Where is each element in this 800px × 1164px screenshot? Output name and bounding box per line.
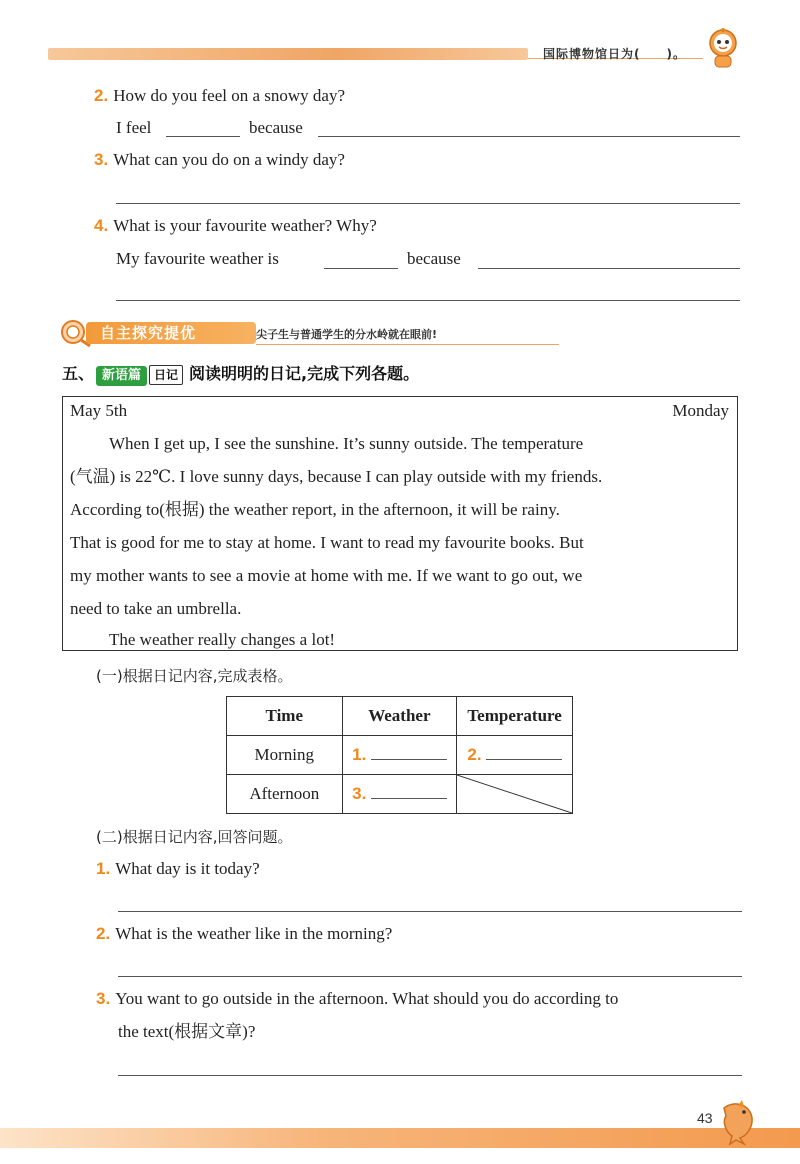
table-row: [227, 736, 573, 775]
diary-line: (气温) is 22℃. I love sunny days, because I can play outside with my friends.: [70, 467, 603, 486]
weather-table: [226, 696, 573, 814]
q4-blank-reason[interactable]: [478, 268, 740, 269]
tag-diary: 日记: [149, 365, 183, 385]
table-row: [227, 775, 573, 814]
diary-line: That is good for me to stay at home. I want to read my favourite books. But: [70, 533, 584, 552]
q2-blank-feel[interactable]: [166, 136, 240, 137]
table-header-row: [227, 697, 573, 736]
q4-answer-line-2[interactable]: [116, 300, 740, 301]
banner-underline: [256, 344, 559, 345]
diary-date: May 5th: [70, 401, 128, 420]
part2-q3-answer-line[interactable]: [118, 1075, 742, 1076]
part2-question-3: 3. You want to go outside in the afternoon. What should you do according to: [96, 989, 619, 1008]
diary-line: According to(根据) the weather report, in the afternoon, it will be rainy.: [70, 500, 560, 519]
part2-question-2: 2. What is the weather like in the morning?: [96, 924, 393, 943]
diary-line: my mother wants to see a movie at home with me. If we want to go out, we: [70, 566, 583, 585]
q2-blank-reason[interactable]: [318, 136, 740, 137]
section-5-heading: 五、 新语篇 日记 阅读明明的日记,完成下列各题。: [62, 363, 419, 385]
footer-band: [0, 1128, 800, 1148]
question-2-because: because: [249, 118, 303, 137]
robot-mascot-icon: [703, 27, 743, 71]
diary-line: need to take an umbrella.: [70, 599, 242, 618]
q4-blank-weather[interactable]: [324, 268, 398, 269]
part2-question-1: 1. What day is it today?: [96, 859, 260, 878]
part2-q2-answer-line[interactable]: [118, 976, 742, 977]
table-cell-weather[interactable]: 1.: [342, 736, 457, 775]
diary-line: When I get up, I see the sunshine. It’s sunny outside. The temperature: [109, 434, 584, 453]
header-band: [48, 48, 528, 60]
table-header: Weather: [342, 697, 457, 736]
part2-question-3-cont: the text(根据文章)?: [118, 1022, 256, 1041]
diagonal-line: [457, 775, 572, 813]
table-cell-weather[interactable]: 3.: [342, 775, 457, 814]
part2-q1-answer-line[interactable]: [118, 911, 742, 912]
question-2-answer: I feel: [116, 118, 152, 137]
question-4-because: because: [407, 249, 461, 268]
table-cell-time: Afternoon: [227, 775, 343, 814]
table-cell-temperature[interactable]: 2.: [457, 736, 573, 775]
table-header: Time: [227, 697, 343, 736]
diary-day: Monday: [672, 401, 729, 420]
tag-new-text: 新语篇: [96, 366, 147, 386]
banner-slogan: 尖子生与普通学生的分水岭就在眼前!: [256, 328, 438, 341]
part-1-label: (一)根据日记内容,完成表格。: [96, 667, 293, 685]
part-2-label: (二)根据日记内容,回答问题。: [96, 828, 293, 846]
diary-line: The weather really changes a lot!: [109, 630, 336, 649]
header-label: 国际博物馆日为( )。: [543, 47, 686, 61]
question-4-answer: My favourite weather is: [116, 249, 279, 268]
diary-passage: [62, 396, 738, 651]
table-cell-empty: [457, 775, 573, 814]
question-4: 4. What is your favourite weather? Why?: [94, 216, 377, 235]
question-3: 3. What can you do on a windy day?: [94, 150, 345, 169]
dolphin-icon: [716, 1098, 758, 1146]
banner-title: 自主探究提优: [86, 322, 256, 344]
question-2: 2. How do you feel on a snowy day?: [94, 86, 345, 105]
table-header: Temperature: [457, 697, 573, 736]
page-number: 43: [697, 1110, 713, 1126]
table-cell-time: Morning: [227, 736, 343, 775]
q3-answer-line[interactable]: [116, 203, 740, 204]
section-banner: [58, 318, 498, 348]
